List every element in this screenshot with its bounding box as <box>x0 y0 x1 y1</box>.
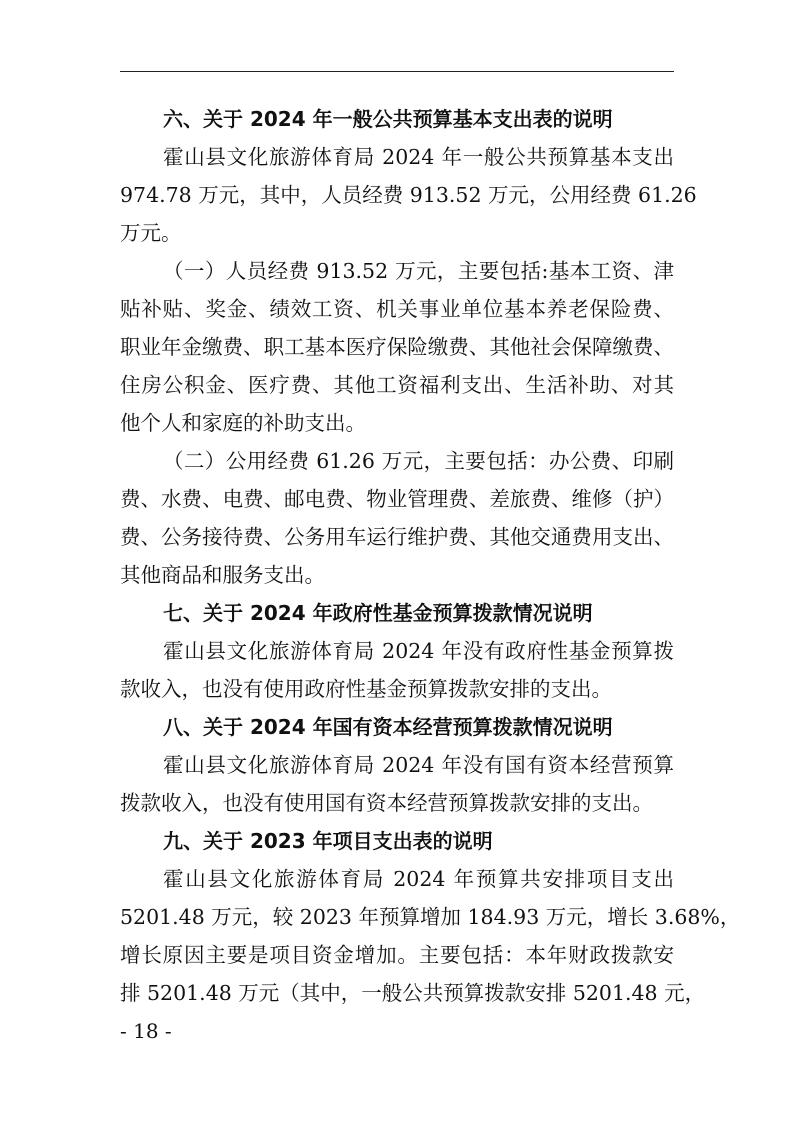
paragraph-line: 974.78 万元，其中，人员经费 913.52 万元，公用经费 61.26 <box>120 183 697 207</box>
section-9-heading: 九、关于 2023 年项目支出表的说明 <box>163 829 493 853</box>
paragraph-line: 5201.48 万元，较 2023 年预算增加 184.93 万元，增长 3.68%， <box>120 905 741 929</box>
paragraph-line: 增长原因主要是项目资金增加。主要包括：本年财政拨款安 <box>120 943 674 967</box>
section-7-heading: 七、关于 2024 年政府性基金预算拨款情况说明 <box>163 601 593 625</box>
section-6-heading: 六、关于 2024 年一般公共预算基本支出表的说明 <box>163 107 613 131</box>
paragraph-line: 拨款收入，也没有使用国有资本经营预算拨款安排的支出。 <box>120 791 653 815</box>
paragraph-line: 职业年金缴费、职工基本医疗保险缴费、其他社会保障缴费、 <box>120 335 674 359</box>
paragraph-line: 他个人和家庭的补助支出。 <box>120 411 366 435</box>
paragraph-line: 霍山县文化旅游体育局 2024 年预算共安排项目支出 <box>163 867 674 891</box>
paragraph-line: 霍山县文化旅游体育局 2024 年没有国有资本经营预算 <box>163 753 674 777</box>
paragraph-line: 万元。 <box>120 221 182 245</box>
paragraph-line: 费、公务接待费、公务用车运行维护费、其他交通费用支出、 <box>120 525 674 549</box>
paragraph-line: 贴补贴、奖金、绩效工资、机关事业单位基本养老保险费、 <box>120 297 674 321</box>
paragraph-line: 住房公积金、医疗费、其他工资福利支出、生活补助、对其 <box>120 373 674 397</box>
paragraph-line: 款收入，也没有使用政府性基金预算拨款安排的支出。 <box>120 677 612 701</box>
paragraph-line: 霍山县文化旅游体育局 2024 年一般公共预算基本支出 <box>163 145 674 169</box>
paragraph-line: 费、水费、电费、邮电费、物业管理费、差旅费、维修（护） <box>120 487 674 511</box>
paragraph-line: 其他商品和服务支出。 <box>120 563 325 587</box>
header-rule <box>120 71 674 72</box>
paragraph-line: （二）公用经费 61.26 万元，主要包括：办公费、印刷 <box>163 449 674 473</box>
page-number: - 18 - <box>120 1019 172 1043</box>
section-8-heading: 八、关于 2024 年国有资本经营预算拨款情况说明 <box>163 715 613 739</box>
paragraph-line: （一）人员经费 913.52 万元，主要包括:基本工资、津 <box>163 259 674 283</box>
paragraph-line: 排 5201.48 万元（其中，一般公共预算拨款安排 5201.48 元， <box>120 981 706 1005</box>
paragraph-line: 霍山县文化旅游体育局 2024 年没有政府性基金预算拨 <box>163 639 674 663</box>
